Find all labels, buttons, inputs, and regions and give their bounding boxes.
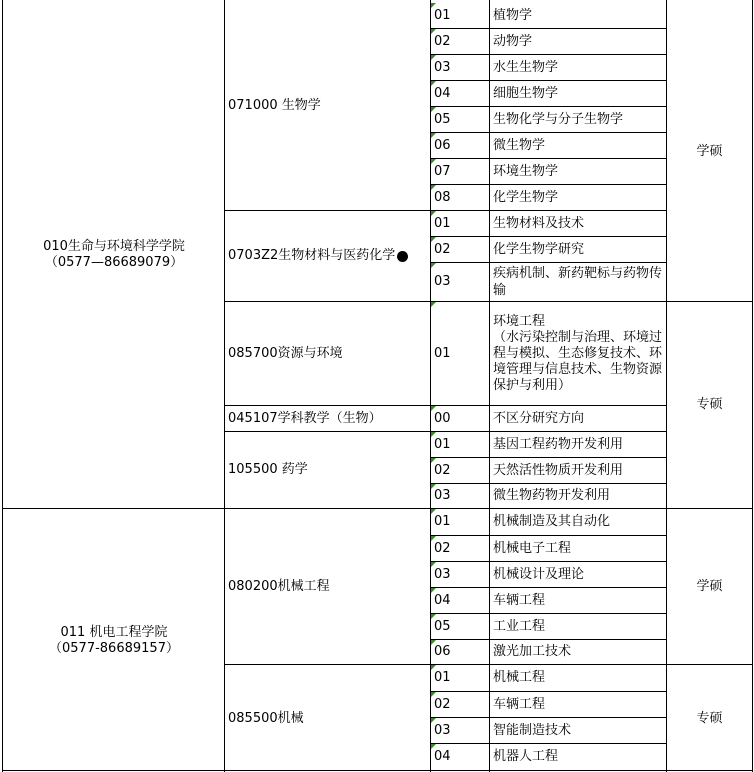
comment-marker-icon [431,263,436,268]
comment-marker-icon [431,640,436,645]
direction-name: 基因工程药物开发利用 [493,436,624,452]
direction-name: 激光加工技术 [493,644,572,659]
direction-code: 05 [434,111,451,127]
direction-code: 06 [434,137,451,153]
direction-code: 08 [434,189,451,205]
grid-line [752,0,753,772]
direction-name: 化学生物学 [493,189,559,205]
direction-name: 车辆工程 [493,696,546,712]
grid-line [2,770,753,771]
degree-type-label: 学硕 [696,143,723,159]
college-cell [3,2,225,508]
direction-code: 01 [434,436,451,452]
college-cell [3,509,225,772]
direction-name: 微生物药物开发利用 [493,488,611,503]
major-cell [225,406,430,431]
comment-marker-icon [431,718,436,723]
degree-type-label: 专硕 [696,397,723,412]
comment-marker-icon [431,55,436,60]
grid-line [430,80,667,81]
direction-name: 天然活性物质开发利用 [493,462,624,478]
direction-name: 环境生物学 [493,163,559,179]
major-label: 080200机械工程 [228,578,330,594]
grid-line [430,457,667,458]
comment-marker-icon [431,406,436,411]
major-label: 085500机械 [228,710,304,726]
direction-code: 05 [434,618,451,634]
comment-marker-icon [431,588,436,593]
degree-type-cell [667,2,752,301]
major-label: 085700资源与环境 [228,345,343,361]
grid-line [430,508,667,509]
direction-name: 智能制造技术 [493,722,572,738]
comment-marker-icon [431,302,436,307]
grid-line [430,54,667,55]
college-phone: （0577-86689157） [49,640,179,656]
marker-dot-icon [397,251,408,262]
grid-line [430,535,667,536]
direction-name: 生物材料及技术 [493,215,585,231]
direction-code: 01 [434,345,451,361]
grid-line [430,483,667,484]
grid-line [430,184,667,185]
major-label: 071000 生物学 [228,98,321,113]
college-name: 011 机电工程学院 [60,624,168,640]
comment-marker-icon [431,536,436,541]
comment-marker-icon [431,562,436,567]
direction-code: 03 [434,566,451,582]
comment-marker-icon [431,29,436,34]
comment-marker-icon [431,614,436,619]
degree-type-label: 学硕 [696,578,723,594]
grid-line [430,262,667,263]
grid-line [430,28,667,29]
grid-line [430,158,667,159]
grid-line [224,0,225,772]
grid-line [666,0,667,772]
college-name: 010生命与环境科学学院 [43,239,185,254]
grid-line [430,106,667,107]
direction-code: 06 [434,644,451,659]
grid-line [2,0,3,772]
grid-line [489,0,490,772]
direction-code: 02 [434,241,451,257]
direction-name: 水生生物学 [493,59,559,75]
major-cell [225,509,430,664]
major-cell [225,665,430,772]
comment-marker-icon [431,509,436,514]
grid-line [430,691,667,692]
direction-name: 细胞生物学 [493,85,559,101]
degree-type-cell [667,665,752,772]
comment-marker-icon [431,665,436,670]
direction-code: 02 [434,540,451,556]
comment-marker-icon [431,3,436,8]
grid-line [430,0,431,772]
direction-code: 03 [434,59,451,75]
direction-name: 机械制造及其自动化 [493,514,611,529]
degree-type-label: 专硕 [696,710,723,726]
grid-line [430,431,667,432]
direction-code: 07 [434,163,451,179]
degree-type-cell [667,509,752,664]
comment-marker-icon [431,185,436,190]
grid-line [430,587,667,588]
major-cell [225,432,430,508]
direction-code: 02 [434,462,451,478]
comment-marker-icon [431,211,436,216]
direction-code: 03 [434,274,451,289]
direction-code: 01 [434,215,451,231]
direction-code: 04 [434,592,451,608]
grid-line [430,301,667,302]
direction-name: 植物学 [493,7,533,23]
direction-code: 01 [434,7,451,23]
comment-marker-icon [431,107,436,112]
direction-name: 机械电子工程 [493,540,572,556]
grid-line [430,132,667,133]
grid-line [430,236,667,237]
grid-line [430,405,667,406]
direction-name: 疾病机制、新药靶标与药物传输 [493,266,663,298]
major-label: 045107学科教学（生物） [228,410,382,426]
major-cell [225,302,430,405]
major-cell [225,211,430,301]
grid-line [430,717,667,718]
direction-name: 微生物学 [493,137,546,153]
comment-marker-icon [431,458,436,463]
direction-code: 01 [434,514,451,529]
direction-name: 工业工程 [493,618,546,634]
direction-code: 02 [434,696,451,712]
direction-name: 机器人工程 [493,749,559,764]
comment-marker-icon [431,692,436,697]
direction-code: 04 [434,85,451,101]
comment-marker-icon [431,159,436,164]
direction-name: 动物学 [493,33,533,49]
comment-marker-icon [431,432,436,437]
direction-name: 化学生物学研究 [493,241,585,257]
direction-code: 03 [434,722,451,738]
comment-marker-icon [431,133,436,138]
comment-marker-icon [431,744,436,749]
direction-code: 02 [434,33,451,49]
comment-marker-icon [431,81,436,86]
direction-name: 机械工程 [493,670,546,685]
grid-line [430,639,667,640]
grid-line [430,743,667,744]
direction-name: 不区分研究方向 [493,410,585,426]
direction-code: 04 [434,749,451,764]
direction-code: 03 [434,488,451,503]
grid-line [430,561,667,562]
comment-marker-icon [431,484,436,489]
degree-type-cell [667,302,752,508]
major-label: 105500 药学 [228,462,308,477]
direction-code: 00 [434,410,451,426]
grid-line [430,613,667,614]
comment-marker-icon [431,237,436,242]
college-phone: （0577—86689079） [44,255,184,270]
direction-name: 环境工程 （水污染控制与治理、环境过程与模拟、生态修复技术、环境管理与信息技术、生物资源保护与利用） [493,314,663,393]
direction-name: 机械设计及理论 [493,566,585,582]
direction-code: 01 [434,670,451,685]
direction-name: 生物化学与分子生物学 [493,111,624,127]
major-label: 0703Z2生物材料与医药化学 [228,248,396,263]
direction-name: 车辆工程 [493,592,546,608]
major-cell [225,2,430,210]
grid-line [430,210,667,211]
grid-line [430,664,667,665]
